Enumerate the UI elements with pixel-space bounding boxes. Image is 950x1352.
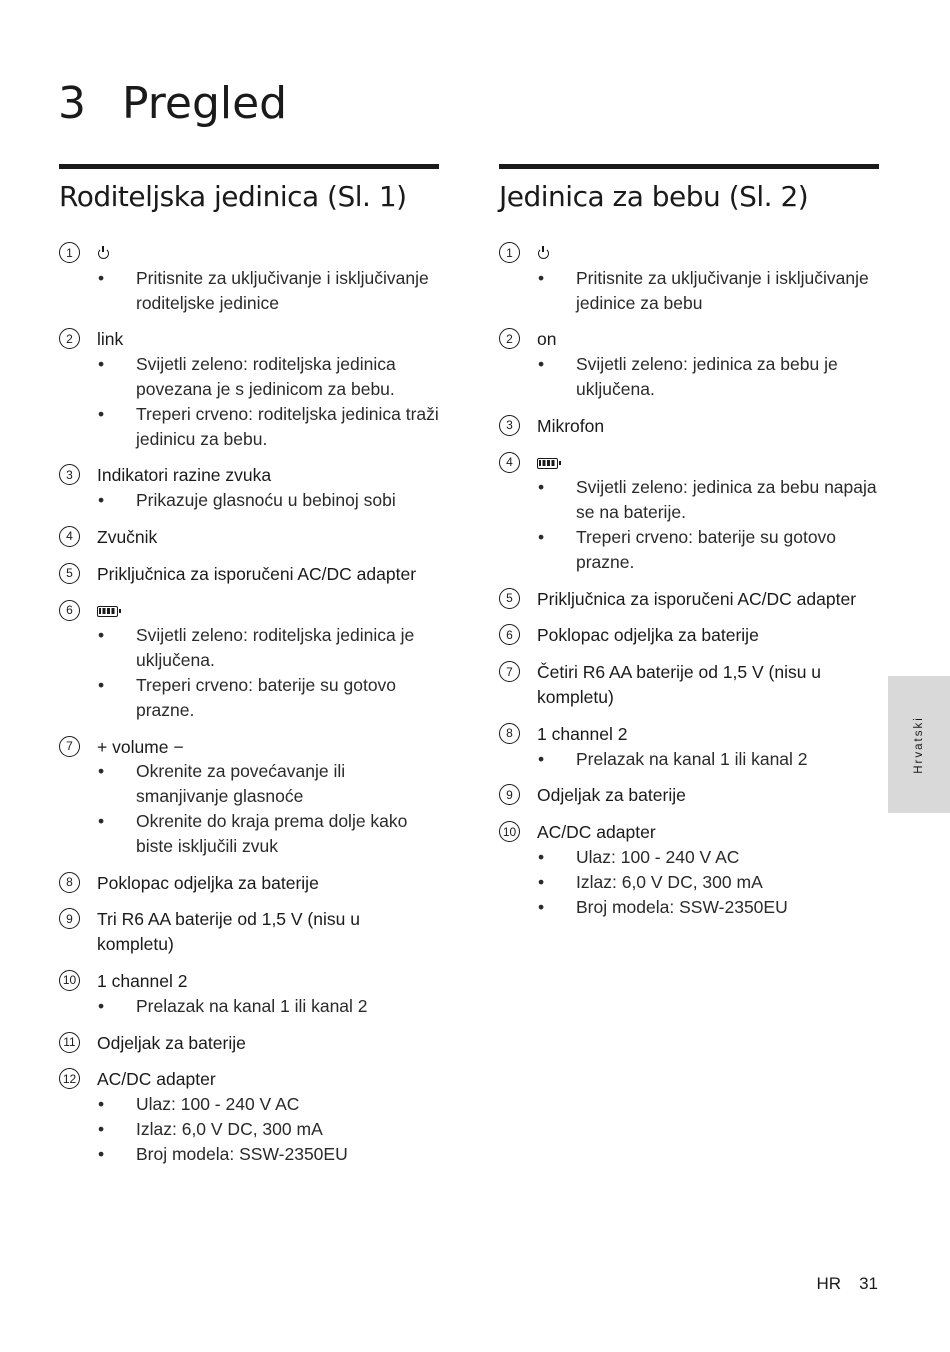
item-number: 9: [59, 908, 80, 929]
list-item: [499, 327, 879, 401]
item-number: 5: [59, 563, 80, 584]
list-item: [59, 1067, 439, 1166]
item-number: 3: [59, 464, 80, 485]
bullet-list: [59, 994, 439, 1019]
power-icon: [98, 248, 109, 259]
item-head: [59, 907, 439, 957]
list-item: [59, 599, 439, 723]
bullet-item: • Pritisnite za uključivanje i isključivanje jedinice za bebu: [499, 266, 879, 316]
item-number: 6: [499, 624, 520, 645]
parent-unit-items: [59, 241, 439, 1167]
item-number: 5: [499, 588, 520, 609]
bullet-item: • Broj modela: SSW-2350EU: [499, 895, 879, 920]
bullet-item: • Pritisnite za uključivanje i isključivanje roditeljske jedinice: [59, 266, 439, 316]
battery-icon: [537, 458, 558, 469]
list-item: [59, 525, 439, 550]
bullet-list: [499, 352, 879, 402]
battery-icon: [97, 606, 118, 617]
list-item: [499, 660, 879, 710]
bullet-item: • Ulaz: 100 - 240 V AC: [499, 845, 879, 870]
bullet-list: [499, 747, 879, 772]
item-head: [499, 722, 879, 747]
bullet-item: • Prelazak na kanal 1 ili kanal 2: [499, 747, 879, 772]
bullet-item: • Treperi crveno: roditeljska jedinica traži jedinicu za bebu.: [59, 402, 439, 452]
item-head: [59, 562, 439, 587]
item-head: [499, 241, 879, 266]
bullet-item: • Prelazak na kanal 1 ili kanal 2: [59, 994, 439, 1019]
item-label: Poklopac odjeljka za baterije: [537, 625, 759, 646]
page-number: 31: [859, 1274, 878, 1293]
item-number: 2: [499, 328, 520, 349]
list-item: [499, 414, 879, 439]
item-number: 8: [59, 872, 80, 893]
item-label: Priključnica za isporučeni AC/DC adapter: [537, 588, 857, 609]
item-label: Zvučnik: [97, 526, 158, 547]
baby-unit-title: Jedinica za bebu (Sl. 2): [499, 180, 809, 213]
item-head: [499, 623, 879, 648]
list-item: [59, 327, 439, 451]
item-number: 4: [499, 452, 520, 473]
item-head: [499, 414, 879, 439]
bullet-item: • Treperi crveno: baterije su gotovo prazne.: [499, 525, 879, 575]
item-label: Odjeljak za baterije: [537, 785, 686, 806]
item-head: [59, 871, 439, 896]
item-head: [59, 525, 439, 550]
list-item: [59, 562, 439, 587]
bullet-item: • Svijetli zeleno: jedinica za bebu napaja se na baterije.: [499, 475, 879, 525]
bullet-list: [59, 1092, 439, 1166]
item-number: 10: [59, 970, 80, 991]
list-item: [499, 241, 879, 315]
item-number: 7: [499, 661, 520, 682]
item-label: link: [97, 329, 124, 350]
item-head: [499, 451, 879, 476]
item-number: 4: [59, 526, 80, 547]
item-number: 3: [499, 415, 520, 436]
chapter-title: Pregled: [122, 78, 288, 129]
item-head: [59, 1031, 439, 1056]
item-label: + volume −: [97, 736, 184, 757]
bullet-list: [499, 266, 879, 316]
item-number: 8: [499, 723, 520, 744]
list-item: [59, 1031, 439, 1056]
item-label: Priključnica za isporučeni AC/DC adapter: [97, 563, 417, 584]
list-item: [59, 871, 439, 896]
item-head: [499, 587, 879, 612]
item-number: 1: [59, 242, 80, 263]
power-icon: [538, 248, 549, 259]
item-head: [59, 735, 439, 760]
bullet-item: • Ulaz: 100 - 240 V AC: [59, 1092, 439, 1117]
item-head: [59, 327, 439, 352]
item-head: [59, 241, 439, 266]
chapter-number: 3: [58, 78, 86, 129]
item-label: AC/DC adapter: [537, 822, 656, 843]
footer-language: HR: [816, 1274, 842, 1293]
bullet-item: • Izlaz: 6,0 V DC, 300 mA: [499, 870, 879, 895]
bullet-item: • Okrenite do kraja prema dolje kako biste isključili zvuk: [59, 809, 439, 859]
item-label: Tri R6 AA baterije od 1,5 V (nisu u kompletu): [97, 909, 360, 955]
language-tab: [888, 676, 950, 813]
bullet-item: • Prikazuje glasnoću u bebinoj sobi: [59, 488, 439, 513]
list-item: [59, 463, 439, 513]
item-label: on: [537, 329, 557, 350]
power-icon: [97, 241, 439, 266]
item-head: [499, 783, 879, 808]
item-number: 2: [59, 328, 80, 349]
item-head: [59, 969, 439, 994]
list-item: [499, 783, 879, 808]
item-label: 1 channel 2: [97, 970, 188, 991]
bullet-item: • Svijetli zeleno: jedinica za bebu je uključena.: [499, 352, 879, 402]
battery-icon: [537, 451, 879, 476]
item-number: 7: [59, 736, 80, 757]
parent-unit-title: Roditeljska jedinica (Sl. 1): [59, 180, 407, 213]
item-head: [59, 463, 439, 488]
language-tab-label: Hrvatski: [913, 715, 925, 774]
list-item: [59, 735, 439, 859]
list-item: [499, 451, 879, 575]
bullet-item: • Okrenite za povećavanje ili smanjivanje glasnoće: [59, 759, 439, 809]
bullet-item: • Svijetli zeleno: roditeljska jedinica povezana je s jedinicom za bebu.: [59, 352, 439, 402]
list-item: [59, 907, 439, 957]
battery-icon: [97, 599, 439, 624]
bullet-list: [59, 266, 439, 316]
baby-unit-section: [499, 164, 879, 931]
chapter-heading: [58, 78, 287, 130]
item-head: [499, 660, 879, 710]
bullet-item: • Broj modela: SSW-2350EU: [59, 1142, 439, 1167]
bullet-item: • Izlaz: 6,0 V DC, 300 mA: [59, 1117, 439, 1142]
list-item: [499, 820, 879, 919]
item-label: 1 channel 2: [537, 723, 628, 744]
list-item: [59, 969, 439, 1019]
bullet-list: [499, 845, 879, 919]
baby-unit-items: [499, 241, 879, 919]
item-label: Indikatori razine zvuka: [97, 465, 272, 486]
bullet-list: [59, 623, 439, 722]
item-number: 11: [59, 1032, 80, 1053]
bullet-list: [59, 352, 439, 451]
item-head: [499, 820, 879, 845]
bullet-item: • Svijetli zeleno: roditeljska jedinica je uključena.: [59, 623, 439, 673]
list-item: [59, 241, 439, 315]
bullet-list: [59, 488, 439, 513]
section-rule: [499, 164, 879, 169]
list-item: [499, 623, 879, 648]
parent-unit-section: [59, 164, 439, 1179]
item-head: [499, 327, 879, 352]
item-label: Mikrofon: [537, 415, 605, 436]
bullet-item: • Treperi crveno: baterije su gotovo prazne.: [59, 673, 439, 723]
item-number: 1: [499, 242, 520, 263]
power-icon: [537, 241, 879, 266]
item-number: 6: [59, 600, 80, 621]
item-label: AC/DC adapter: [97, 1069, 216, 1090]
item-head: [59, 599, 439, 624]
bullet-list: [59, 759, 439, 858]
item-number: 9: [499, 784, 520, 805]
list-item: [499, 722, 879, 772]
page-footer: [817, 1274, 878, 1294]
item-label: Odjeljak za baterije: [97, 1032, 246, 1053]
item-head: [59, 1067, 439, 1092]
item-number: 10: [499, 821, 520, 842]
item-label: Poklopac odjeljka za baterije: [97, 872, 319, 893]
list-item: [499, 587, 879, 612]
item-label: Četiri R6 AA baterije od 1,5 V (nisu u kompletu): [537, 662, 822, 707]
bullet-list: [499, 475, 879, 574]
item-number: 12: [59, 1068, 80, 1089]
section-rule: [59, 164, 439, 169]
